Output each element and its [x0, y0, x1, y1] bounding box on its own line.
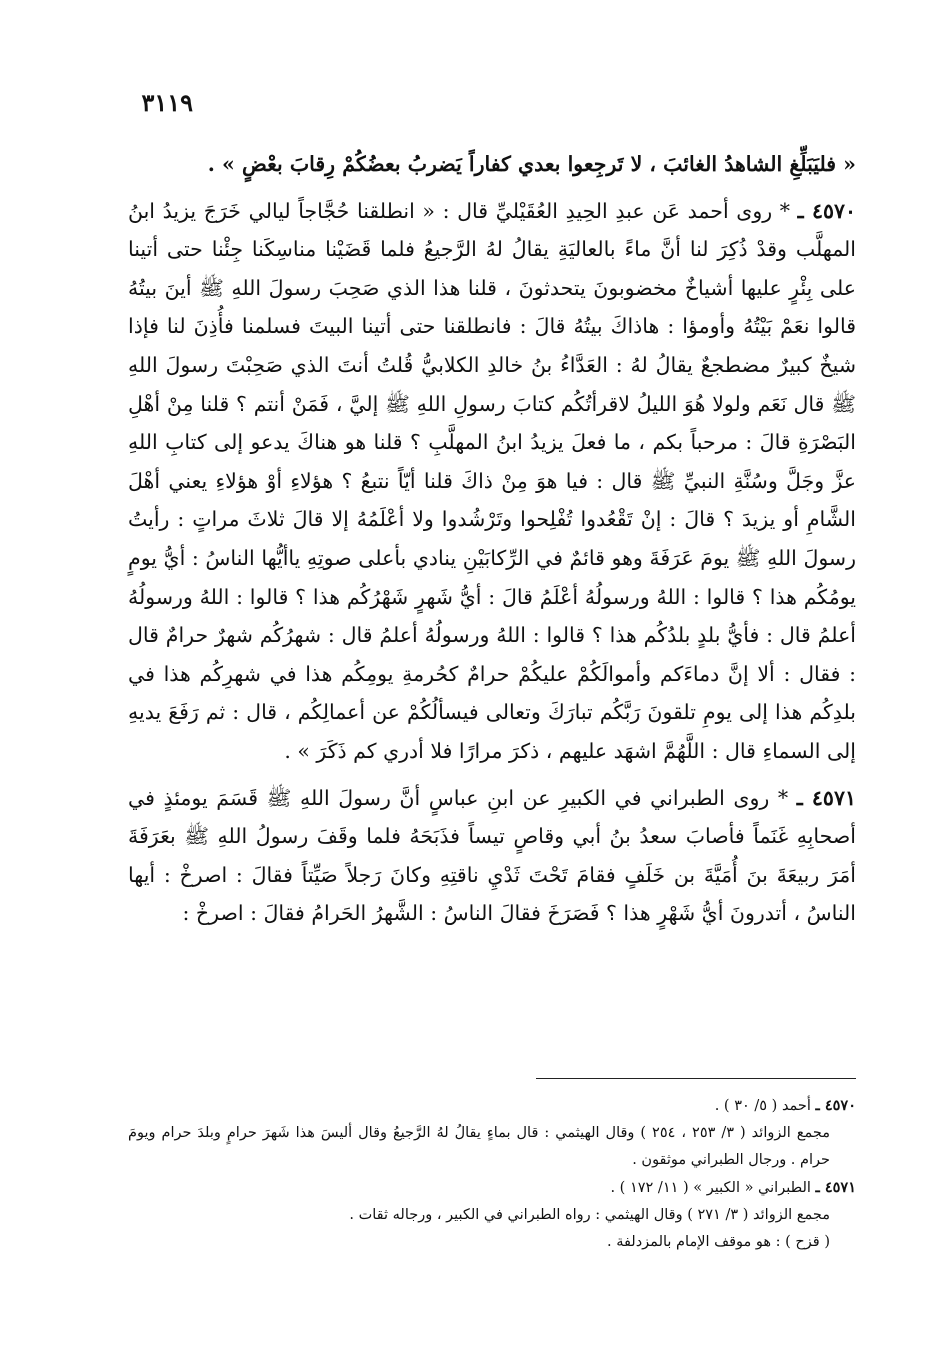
footnotes	[128, 1092, 856, 1256]
footnote-text: الطبراني « الكبير » ( ١١/ ١٧٢ ) .	[610, 1180, 811, 1196]
hadith-text: * روى أحمد عَن عبدِ الحِيدِ العُقَيْليِّ قال : « انطلقنا حُجَّاجاً ليالي خَرَجَ يزيدُ ابنُ المهلَّب وقدْ ذُكِرَ لنا أنَّ ماءً بالعاليَةِ يقالُ لهُ الرَّجيعُ فلما قَضَيْنا مناسِكَنا جِئْنا حتى أتينا على بِئْرٍ عليها أشياخٌ مخضوبونَ يتحدثونَ ، قلنا هذا الذي صَحِبَ رسولَ اللهِ ﷺ أينَ بيتُهُ قالوا نعَمْ بَيْتُهُ وأومؤا : هاذاكَ بيتُهُ قالَ : فانطلقنا حتى أتينا البيتَ فسلمنا فأُذِنَ لنا فإذا شيخٌ كبيرٌ مضطجعٌ يقالُ لهُ : العَدَّاءُ بنُ خالدِ الكلابيُّ قُلتُ أنتَ الذي صَحِبْتَ رسولَ اللهِ ﷺ قال نَعَم ولولا هُوَ الليلُ لاقرأتُكُم كتابَ رسولِ اللهِ ﷺ إليَّ ، فَمَنْ أنتم ؟ قلنا مِنْ أهْلِ البَصْرَةِ قالَ : مرحباً بكم ، ما فعلَ يزيدُ ابنُ المهلَّبِ ؟ قلنا هو هناكَ يدعو إلى كتابِ اللهِ عزَّ وجَلَّ وسُنَّةِ النبيِّ ﷺ قال : فيا هوَ مِنْ ذاكَ قلنا أيّاً نتبعُ ؟ هؤلاءِ أوْ هؤلاءِ يعني أهْلَ الشَّامِ أو يزيدَ ؟ قالَ : إنْ تَقْعُدوا تُفْلِحوا وتَرْشُدوا ولا أعْلَمُهُ إلا قالَ ثلاثَ مراتٍ : رأيتُ رسولَ اللهِ ﷺ يومَ عَرَفَةَ وهو قائمٌ في الرِّكابَيْنِ ينادي بأعلى صوتِهِ ياأيُّها الناسُ : أيُّ يومٍ يومُكُم هذا ؟ قالوا : اللهُ ورسولُهُ أعْلَمُ قالَ : أيُّ شَهرٍ شَهْرُكُم هذا ؟ قالوا : اللهُ ورسولُهُ أعلمُ قال : فأيُّ بلدٍ بلدُكُم هذا ؟ قالوا : اللهُ ورسولُهُ أعلمُ قال : شهرُكُم شهرٌ حرامٌ قال : فقال : ألا إنَّ دماءَكم وأموالَكُمْ عليكُمْ حرامٌ كحُرمةِ يومِكُم هذا في شهرِكُم هذا في بلدِكُم هذا إلى يومِ تلقونَ رَبَّكُم تبارَكَ وتعالى فيسألُكُمْ عن أعمالِكُم ، قال : ثم رَفَعَ يديهِ إلى السماءِ قال : اللَّهُمَّ اشهَد عليهم ، ذكرَ مرارًا فلا أدري كم ذَكَرَ » .	[128, 198, 856, 763]
page-number: ٣١١٩	[141, 88, 193, 117]
footnote-divider	[536, 1078, 856, 1079]
hadith-number: ٤٥٧١ ـ	[796, 785, 856, 810]
quote-end	[128, 145, 856, 184]
hadith-text: * روى الطبراني في الكبيرِ عن ابنِ عباسٍ أنَّ رسولَ اللهِ ﷺ قَسَمَ يومئذٍ في أصحابِهِ غَنَماً فأصابَ سعدُ بنُ أبي وقاصٍ تيساً فذَبَحَهُ فلما وقَفَ رسولُ اللهِ ﷺ بعَرَفَةَ أمَرَ ربيعَةَ بنَ أُمَيَّةَ بن خَلَفٍ فقامَ تَحْتَ ثَدْيِ ناقتِهِ وكانَ رَجلاً صَيِّتاً فقالَ : اصرخْ : أيها الناسُ ، أتدرونَ أيُّ شَهْرٍ هذا ؟ فَصَرَخَ فقالَ الناسُ : الشَّهرُ الحَرامُ فقالَ : اصرخْ :	[128, 785, 856, 926]
footnote-4571-source	[128, 1174, 856, 1202]
main-text	[128, 145, 856, 933]
footnote-number: ٤٥٧١ ـ	[815, 1179, 856, 1196]
footnote-4570-zawaid: مجمع الزوائد ( ٣/ ٢٥٣ ، ٢٥٤ ) وقال الهيثمي : قال بماءٍ يقالُ لهُ الرَّجيعُ وقال أليسَ هذا شَهرَ حرامٍ وبلدَ حرام ويومَ حرام . ورجال الطبراني موثقون .	[128, 1125, 830, 1168]
hadith-number: ٤٥٧٠ ـ	[797, 198, 856, 223]
footnote-4570-source	[128, 1092, 856, 1120]
footnote-number: ٤٥٧٠ ـ	[815, 1097, 856, 1114]
quote-end-text: « فليَبَلِّغِ الشاهدُ الغائبَ ، لا تَرجِعوا بعدي كفاراً يَضربُ بعضُكُمْ رِقابَ بعْضٍ » .	[207, 152, 856, 176]
footnote-4571-zawaid: مجمع الزوائد ( ٣/ ٢٧١ ) وقال الهيثمي : رواه الطبراني في الكبير ، ورجاله ثقات .	[349, 1207, 830, 1223]
footnote-qazah: ( قزح ) : هو موقف الإمام بالمزدلفة .	[606, 1234, 830, 1250]
hadith-4571	[128, 779, 856, 933]
hadith-4570	[128, 192, 856, 771]
footnote-text: أحمد ( ٥/ ٣٠ ) .	[714, 1098, 811, 1114]
